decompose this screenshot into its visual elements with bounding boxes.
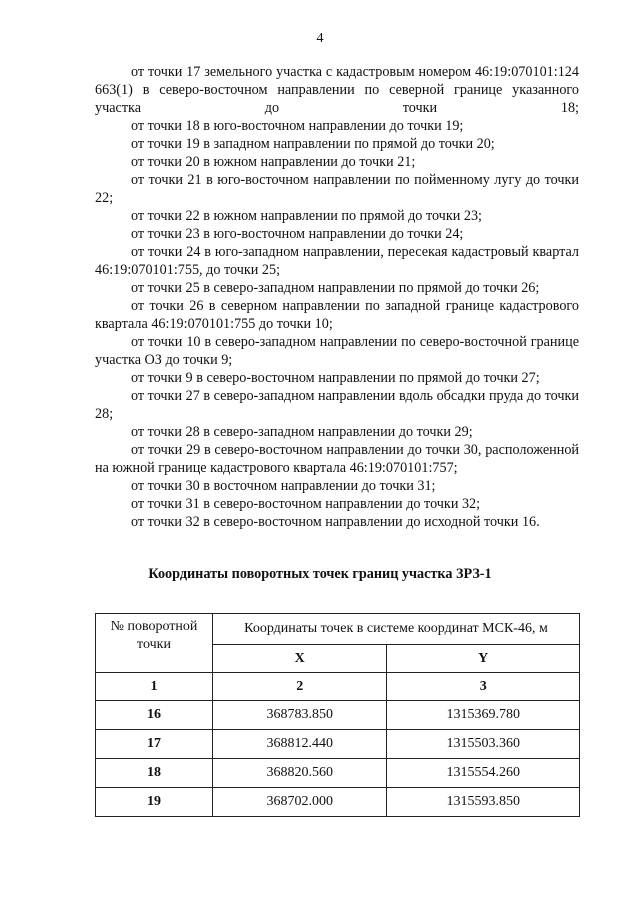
paragraph: от точки 9 в северо-восточном направлении по прямой до точки 27; xyxy=(131,370,540,386)
header-point-number: № поворотной точки xyxy=(96,614,213,673)
paragraph: от точки 18 в юго-восточном направлении до точки 19; xyxy=(131,118,464,134)
column-index: 1 xyxy=(96,673,213,701)
coordinate-y: 1315369.780 xyxy=(387,701,580,730)
paragraph: от точки 28 в северо-западном направлении до точки 29; xyxy=(131,424,473,440)
coordinate-y: 1315503.360 xyxy=(387,730,580,759)
coordinate-y: 1315554.260 xyxy=(387,759,580,788)
paragraph: от точки 24 в юго-западном направлении, пересекая кадастровый квартал 46:19:070101:755, до точки 25; xyxy=(95,244,579,278)
boundary-description xyxy=(95,63,579,531)
point-number: 19 xyxy=(96,788,213,817)
paragraph: от точки 32 в северо-восточном направлении до исходной точки 16. xyxy=(131,514,540,530)
point-number: 16 xyxy=(96,701,213,730)
table-title: Координаты поворотных точек границ участка ЗРЗ-1 xyxy=(148,566,492,582)
page-number: 4 xyxy=(316,31,324,46)
table-header-row xyxy=(96,614,580,645)
column-index: 3 xyxy=(387,673,580,701)
paragraph: от точки 29 в северо-восточном направлении до точки 30, расположенной на южной границе кадастрового квартала 46:19:070101:757; xyxy=(95,442,579,476)
column-index: 2 xyxy=(213,673,387,701)
header-y: Y xyxy=(387,645,580,673)
table-row xyxy=(96,759,580,788)
coordinate-y: 1315593.850 xyxy=(387,788,580,817)
header-coordinates: Координаты точек в системе координат МСК-46, м xyxy=(213,614,580,645)
coordinate-x: 368820.560 xyxy=(213,759,387,788)
paragraph: от точки 19 в западном направлении по прямой до точки 20; xyxy=(131,136,495,152)
paragraph: от точки 27 в северо-западном направлении вдоль обсадки пруда до точки 28; xyxy=(95,388,579,422)
paragraph: от точки 22 в южном направлении по прямой до точки 23; xyxy=(131,208,482,224)
coordinate-x: 368812.440 xyxy=(213,730,387,759)
paragraph: от точки 10 в северо-западном направлении по северо-восточной границе участка ОЗ до точки 9; xyxy=(95,334,579,368)
paragraph: от точки 31 в северо-восточном направлении до точки 32; xyxy=(131,496,481,512)
coordinates-table xyxy=(95,613,580,817)
paragraph: от точки 30 в восточном направлении до точки 31; xyxy=(131,478,436,494)
paragraph: от точки 23 в юго-восточном направлении до точки 24; xyxy=(131,226,464,242)
paragraph: от точки 25 в северо-западном направлении по прямой до точки 26; xyxy=(131,280,540,296)
coordinate-x: 368702.000 xyxy=(213,788,387,817)
point-number: 17 xyxy=(96,730,213,759)
point-number: 18 xyxy=(96,759,213,788)
column-index-row xyxy=(96,673,580,701)
table-row xyxy=(96,788,580,817)
table-row xyxy=(96,730,580,759)
header-x: X xyxy=(213,645,387,673)
paragraph: от точки 26 в северном направлении по западной границе кадастрового квартала 46:19:070101:755 до точки 10; xyxy=(95,298,579,332)
table-row xyxy=(96,701,580,730)
paragraph: от точки 21 в юго-восточном направлении по пойменному лугу до точки 22; xyxy=(95,172,579,206)
coordinate-x: 368783.850 xyxy=(213,701,387,730)
paragraph: от точки 17 земельного участка с кадастровым номером 46:19:070101:124 663(1) в северо-восточном направлении по северной границе указанного участка до точки 18; xyxy=(95,64,579,116)
paragraph: от точки 20 в южном направлении до точки 21; xyxy=(131,154,416,170)
